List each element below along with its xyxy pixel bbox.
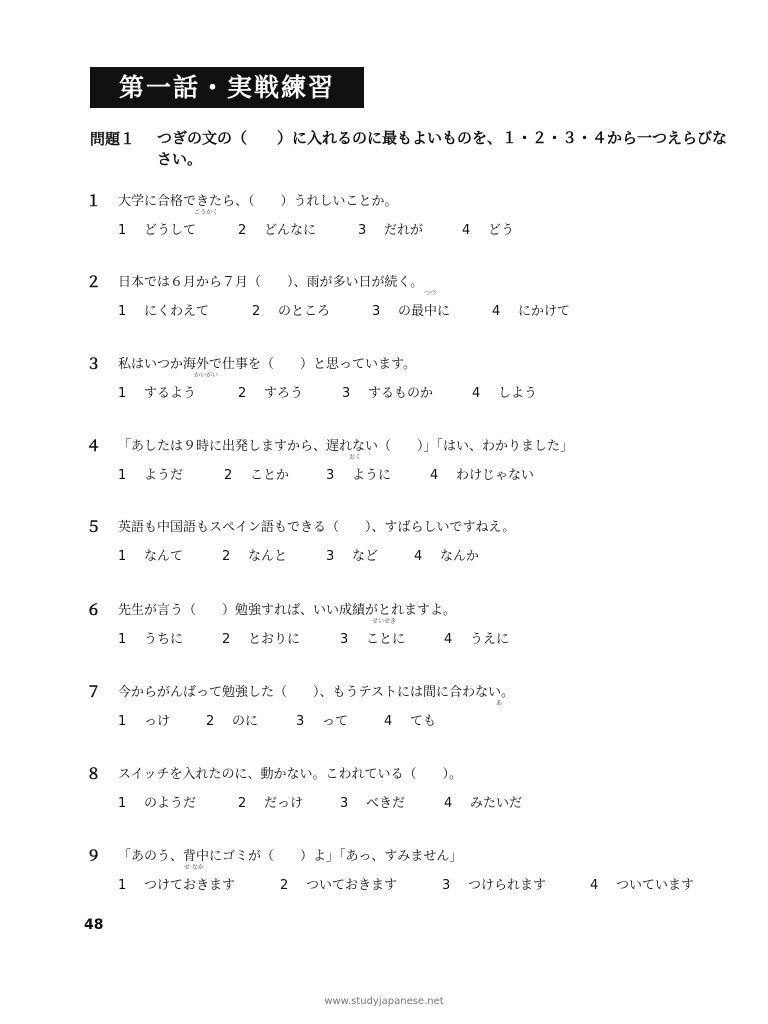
option-3[interactable]: 3 するものか [342,386,434,401]
question-sentence: スイッチを入れたのに、動かない。こわれている（ ）。 [118,767,462,782]
question-sentence: 「あのう、背中にゴミが（ ）よ」「あっ、すみません」 [118,849,463,864]
question-3 [0,353,768,413]
footer-url: www.studyjapanese.net [324,996,444,1007]
option-2[interactable]: 2 だっけ [238,796,304,811]
question-9 [0,845,768,905]
question-number: ９ [86,847,102,865]
option-2[interactable]: 2 なんと [222,549,288,564]
answer-options [118,545,738,563]
furigana: せ なか [184,864,204,871]
option-4[interactable]: 4 わけじゃない [430,468,535,483]
instruction-label: 問題１ [90,130,136,148]
question-sentence: 大学に合格できたら、（ ）うれしいことか。 [118,194,398,209]
instruction-text: つぎの文の（ ）に入れるのに最もよいものを、１・２・３・４から一つえらびなさい。 [157,129,728,168]
question-sentence: 先生が言う（ ）勉強すれば、いい成績がとれますよ。 [118,603,457,618]
page-number: 48 [84,917,104,933]
option-3[interactable]: 3 の最中に [372,304,451,319]
furigana: つづ [424,290,437,297]
question-number: ２ [86,273,102,291]
question-number: ８ [86,765,102,783]
question-sentence: 日本では６月から７月（ ）、雨が多い日が続く。 [118,275,424,290]
option-4[interactable]: 4 ても [384,714,437,729]
furigana: おく [349,454,362,461]
question-number: １ [86,192,102,210]
option-2[interactable]: 2 どんなに [238,223,317,238]
option-2[interactable]: 2 のところ [252,304,331,319]
question-sentence: 「あしたは９時に出発しますから、遅れない（ ）」「はい、わかりました」 [118,439,574,454]
option-1[interactable]: 1 のようだ [118,796,197,811]
furigana: かいがい [194,372,219,379]
option-2[interactable]: 2 ついておきます [280,878,398,893]
answer-options [118,219,738,237]
option-4[interactable]: 4 ついています [590,878,695,893]
option-4[interactable]: 4 しよう [472,386,538,401]
answer-options [118,874,738,892]
question-7 [0,681,768,741]
option-3[interactable]: 3 べきだ [340,796,406,811]
question-5 [0,516,768,576]
option-4[interactable]: 4 なんか [414,549,480,564]
option-1[interactable]: 1 ようだ [118,468,184,483]
option-4[interactable]: 4 どう [462,223,515,238]
option-4[interactable]: 4 みたいだ [444,796,523,811]
option-3[interactable]: 3 ように [326,468,392,483]
question-number: ４ [86,437,102,455]
option-3[interactable]: 3 だれが [358,223,424,238]
question-1 [0,190,768,250]
option-3[interactable]: 3 ことに [340,632,406,647]
option-1[interactable]: 1 っけ [118,714,171,729]
option-3[interactable]: 3 つけられます [442,878,547,893]
option-4[interactable]: 4 にかけて [492,304,571,319]
answer-options [118,628,738,646]
option-1[interactable]: 1 どうして [118,223,197,238]
option-2[interactable]: 2 ことか [224,468,290,483]
question-4 [0,435,768,495]
question-6 [0,599,768,659]
option-1[interactable]: 1 するよう [118,386,197,401]
answer-options [118,710,738,728]
answer-options [118,300,738,318]
furigana: ごうかく [194,209,219,216]
answer-options [118,464,738,482]
question-number: ６ [86,601,102,619]
question-number: ５ [86,518,102,536]
question-sentence: 英語も中国語もスペイン語もできる（ ）、すばらしいですねえ。 [118,520,516,535]
answer-options [118,792,738,810]
furigana: せいせき [372,618,397,625]
option-2[interactable]: 2 のに [206,714,259,729]
option-1[interactable]: 1 にくわえて [118,304,210,319]
question-sentence: 私はいつか海外で仕事を（ ）と思っています。 [118,357,416,372]
option-1[interactable]: 1 つけておきます [118,878,236,893]
section-title: 第一話・実戦練習 [90,67,364,108]
question-sentence: 今からがんばって勉強した（ ）、もうテストには間に合わない。 [118,685,514,700]
option-1[interactable]: 1 なんて [118,549,184,564]
option-2[interactable]: 2 すろう [238,386,304,401]
question-8 [0,763,768,823]
option-1[interactable]: 1 うちに [118,632,184,647]
question-number: ７ [86,683,102,701]
option-2[interactable]: 2 とおりに [222,632,301,647]
option-4[interactable]: 4 うえに [444,632,510,647]
question-2 [0,271,768,331]
answer-options [118,382,738,400]
option-3[interactable]: 3 って [296,714,349,729]
option-3[interactable]: 3 など [326,549,379,564]
question-number: ３ [86,355,102,373]
furigana: あ [496,700,503,707]
